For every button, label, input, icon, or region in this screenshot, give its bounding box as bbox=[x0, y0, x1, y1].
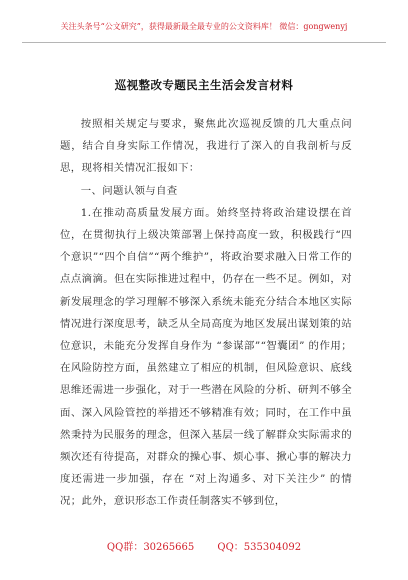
footer-contact bbox=[0, 538, 408, 553]
intro-paragraph: 按照相关规定与要求，聚焦此次巡视反馈的几大重点问题，结合自身实际工作情况，我进行了深入的自我剖析与反思，现将相关情况汇报如下： bbox=[60, 118, 352, 175]
section-heading: 一、问题认领与自查 bbox=[80, 184, 178, 197]
document-title: 巡视整改专题民主生活会发言材料 bbox=[114, 78, 294, 92]
body-paragraph: 1.在推动高质量发展方面。始终坚持将政治建设摆在首位，在贯彻执行上级决策部署上保持高度一致，积极践行“四个意识”“四个自信”“两个维护”，将政治要求融入日常工作的点点滴滴。但在实际推进过程中，仍存在一些不足。例如，对新发展理念的学习理解不够深入系统未能充分结合本地区实际情况进行深度思考，缺乏从全局高度为地区发展出谋划策的站位意识，未能充分发挥自身作为 “参谋部”“智囊团” 的作用；在风险防控方面，虽然建立了相应的机制，但风险意识、底线思维还需进一步强化，对于一些潜在风险的分析、研判不够全面、深入风险管控的举措还不够精准有效；同时，在工作中虽然秉持为民服务的理念，但深入基层一线了解群众实际需求的频次还有待提高，对群众的操心事、烦心事、揪心事的解决力度还需进一步加强，存在 “对上沟通多、对下关注少” 的情况；此外，意识形态工作责任制落实不够到位， bbox=[60, 206, 352, 508]
header-banner: 关注头条号“公文研究”，获得最新最全最专业的公文资料库！ 微信：gongwenyj bbox=[60, 22, 348, 31]
document-body bbox=[60, 113, 352, 513]
qq-number: QQ：535304092 bbox=[217, 542, 302, 553]
qq-group-number: QQ群：30265665 bbox=[106, 542, 195, 553]
header-divider bbox=[22, 42, 386, 43]
